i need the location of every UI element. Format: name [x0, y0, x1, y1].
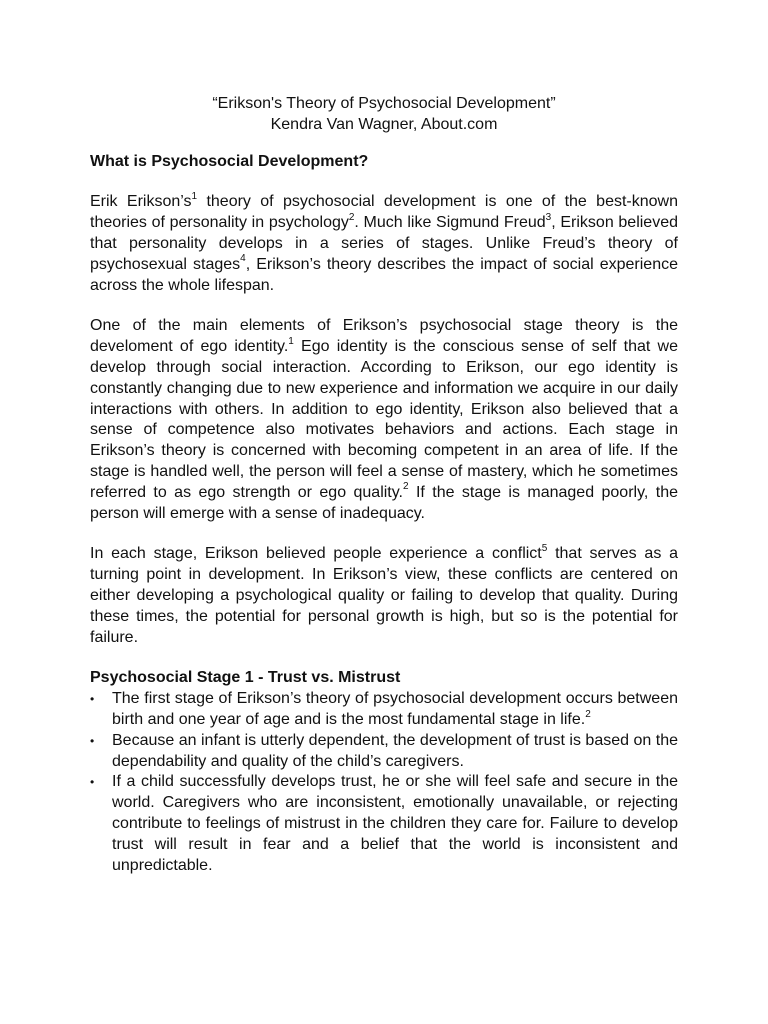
- text-run: The first stage of Erikson’s theory of psychosocial development occurs between birth and one year of age and is the most fundamental stage in life.: [112, 690, 678, 728]
- text-run: Erik Erikson’s: [90, 193, 192, 211]
- footnote-ref: 3: [545, 211, 552, 223]
- document-header: [90, 94, 678, 136]
- stage-heading: Psychosocial Stage 1 - Trust vs. Mistrust: [90, 669, 401, 687]
- list-item: [90, 689, 678, 731]
- section-heading: What is Psychosocial Development?: [90, 152, 369, 170]
- footnote-ref: 2: [403, 481, 409, 493]
- footnote-ref: 5: [541, 543, 548, 555]
- list-item: [90, 731, 678, 773]
- text-run: Because an infant is utterly dependent, the development of trust is based on the dependability and quality of the child’s caregivers.: [112, 731, 678, 770]
- text-run: If a child successfully develops trust, he or she will feel safe and secure in the world. Caregivers who are inconsistent, emotionally unavailable, or rejecting contribute to feelings of mistrust in the children they care for. Failure to develop trust will result in fear and a belief that the world is inconsistent and unpredictable.: [112, 773, 678, 874]
- stage-bullet-list: [90, 689, 678, 876]
- paragraph-intro: [90, 192, 678, 296]
- footnote-ref: 1: [191, 191, 198, 203]
- document-byline: Kendra Van Wagner, About.com: [270, 115, 498, 133]
- footnote-ref: 2: [348, 211, 355, 223]
- bullet-icon: •: [90, 692, 95, 707]
- list-item: [90, 772, 678, 876]
- text-run: In each stage, Erikson believed people experience a conflict: [90, 545, 542, 563]
- text-run: One of the main elements of Erikson’s psychosocial stage theory is the develoment of ego identity.: [90, 317, 678, 356]
- paragraph-ego-identity: [90, 316, 678, 524]
- text-run: . Much like Sigmund Freud: [354, 214, 546, 232]
- text-run: that serves as a turning point in development. In Erikson’s view, these conflicts are centered on either developing a psychological quality or failing to develop that quality. During these times, the potential for personal growth is high, but so is the potential for failure.: [90, 545, 678, 646]
- text-run: Ego identity is the conscious sense of self that we develop through social interaction. According to Erikson, our ego identity is constantly changing due to new experience and information we acquire in our daily interactions with others. In addition to ego identity, Erikson also believed that a sense of competence also motivates behaviors and actions. Each stage in Erikson’s theory is concerned with becoming competent in an area of life. If the stage is handled well, the person will feel a sense of mastery, which he sometimes referred to as ego strength or ego quality.: [90, 338, 678, 501]
- footnote-ref: 2: [585, 708, 591, 720]
- text-run: If the stage is managed poorly, the person will emerge with a sense of inadequacy.: [90, 483, 678, 522]
- bullet-icon: •: [90, 733, 95, 748]
- text-run: theory of psychosocial development is one of the best-known theories of personality in psychology: [90, 193, 678, 232]
- paragraph-conflict: [90, 544, 678, 648]
- document-title: “Erikson's Theory of Psychosocial Development”: [212, 95, 556, 112]
- footnote-ref: 4: [240, 253, 246, 265]
- bullet-icon: •: [90, 775, 95, 790]
- footnote-ref: 1: [288, 335, 294, 347]
- text-run: , Erikson’s theory describes the impact of social experience across the whole lifespan.: [90, 255, 678, 294]
- text-run: , Erikson believed that personality develops in a series of stages. Unlike Freud’s theory of psychosexual stages: [90, 214, 678, 273]
